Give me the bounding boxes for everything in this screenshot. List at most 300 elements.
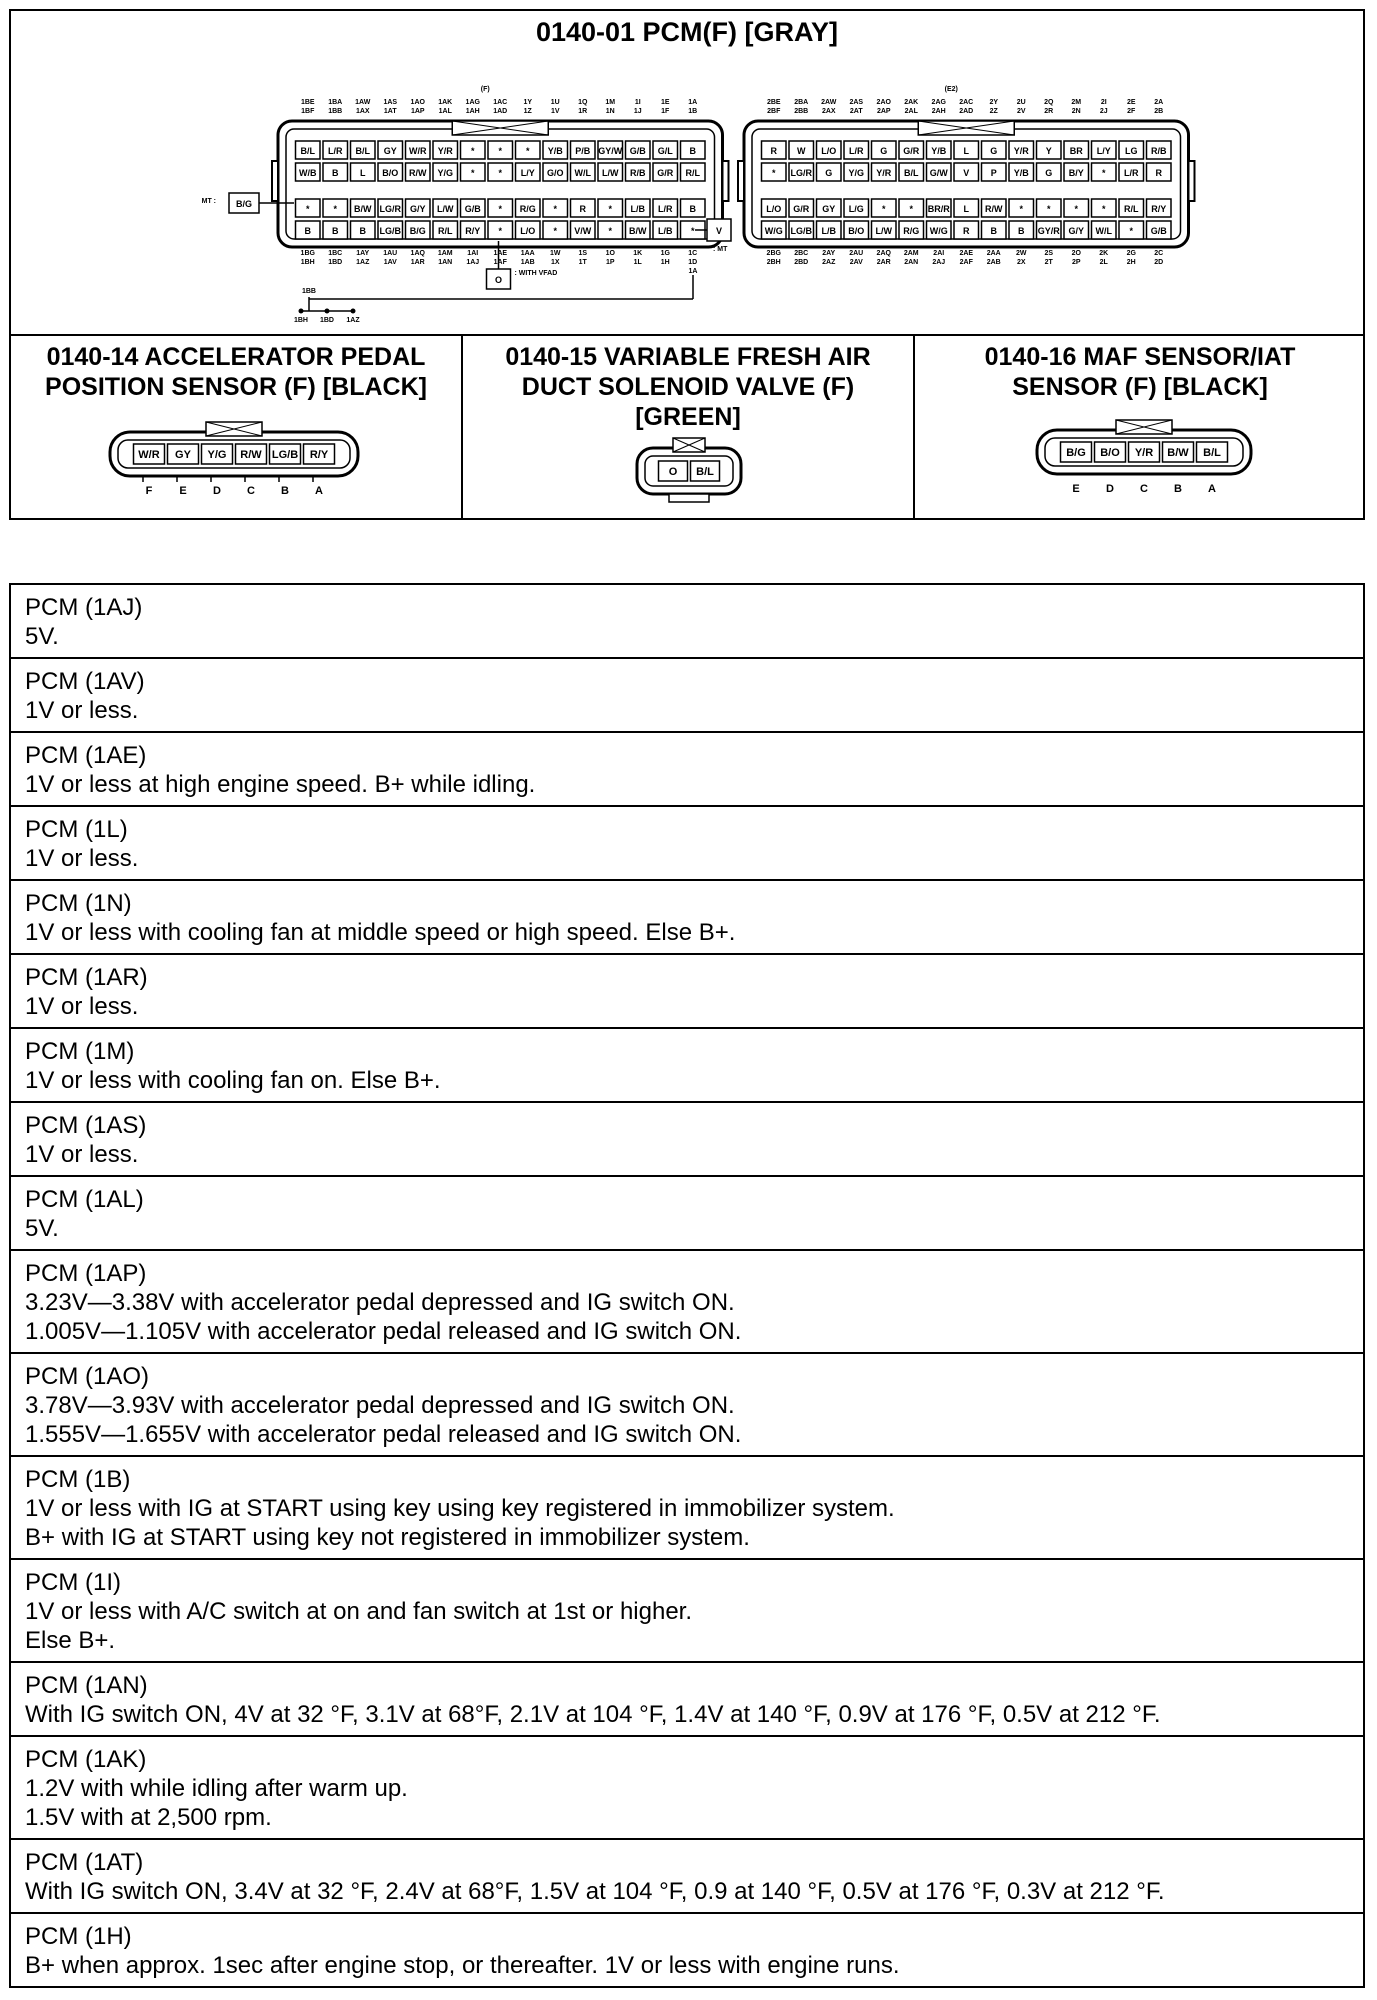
pin-number-label: 1G [660, 250, 670, 257]
pin-wire-color: L/R [849, 146, 864, 156]
pin-number-label: 2BE [766, 99, 781, 106]
pin-number-label: 2AA [986, 250, 1001, 257]
pin-wire-color: L/O [821, 146, 837, 156]
pin-number-label: 2C [1154, 250, 1164, 257]
pin-wire-color: B [689, 204, 696, 214]
pin-wire-color: G [880, 146, 888, 156]
pin-number-label: 2AC [959, 99, 974, 106]
pin-wire-color: B/Y [1068, 168, 1084, 178]
pin-number-label: 2AQ [876, 250, 891, 257]
pin-wire-color: GY [383, 146, 397, 156]
pin-wire-color: B/L [904, 168, 919, 178]
pin-wire-color: * [771, 168, 776, 178]
pin-number-label: 1BE [300, 99, 315, 106]
pin-wire-color: * [1101, 168, 1106, 178]
connector-side-tab [738, 161, 744, 201]
pin-wire-color: Y/R [876, 168, 892, 178]
title-line: 0140-15 VARIABLE FRESH AIR [505, 343, 871, 371]
sensor-pin-letter: E [179, 485, 187, 497]
pin-wire-color: R/B [630, 168, 646, 178]
pin-number-label: 2BA [794, 99, 809, 106]
pin-wire-color: B/L [355, 146, 370, 156]
pin-number-label: 1AU [383, 250, 398, 257]
v-wire-color: V [715, 226, 723, 236]
pin-number-label: 1BB [328, 108, 343, 115]
spec-text: B+ with IG at START using key not registered in immobilizer system. [25, 1524, 750, 1551]
spec-text: 1V or less with cooling fan on. Else B+. [25, 1067, 441, 1094]
vfad-valve-connector [463, 336, 913, 518]
pin-wire-color: L/O [520, 226, 536, 236]
pin-number-label: 2Q [1044, 99, 1054, 106]
spec-text: Else B+. [25, 1627, 116, 1654]
pin-number-label: 2AY [822, 250, 836, 257]
pin-wire-color: G/O [546, 168, 564, 178]
terminal-label: PCM (1AT) [25, 1849, 144, 1876]
block-mark-label: (E2) [944, 86, 958, 93]
vfad-pin-wire-color: B/L [696, 466, 714, 478]
terminal-label: PCM (1AN) [25, 1672, 148, 1699]
pin-number-label: 1AF [493, 259, 507, 266]
pin-wire-color: B [990, 226, 997, 236]
mt-label: MT : [201, 198, 216, 205]
spec-row [11, 1457, 1363, 1560]
pin-number-label: 2H [1126, 259, 1136, 266]
pin-wire-color: BR/R [927, 204, 950, 214]
spec-row [11, 955, 1363, 1029]
pin-number-label: 1AC [493, 99, 508, 106]
junction-dot [325, 309, 330, 314]
terminal-label: PCM (1AL) [25, 1186, 144, 1213]
spec-text: 1.005V—1.105V with accelerator pedal released and IG switch ON. [25, 1318, 742, 1345]
pin-wire-color: G/L [657, 146, 673, 156]
pin-wire-color: * [690, 226, 695, 236]
terminal-voltage-table [9, 583, 1365, 1988]
pin-number-label: 1N [605, 108, 615, 115]
pin-number-label: 2BD [794, 259, 809, 266]
pin-wire-color: R/L [1124, 204, 1139, 214]
pin-wire-color: B [359, 226, 366, 236]
connector-side-tab [1189, 161, 1195, 201]
vfad-bottom-tab [669, 494, 709, 502]
pin-wire-color: G/Y [1068, 226, 1085, 236]
pin-wire-color: L/B [658, 226, 673, 236]
pin-number-label: 2AT [849, 108, 863, 115]
spec-row [11, 1354, 1363, 1457]
sensor-pin-wire-color: B/O [1100, 447, 1120, 459]
pin-wire-color: LG [1125, 146, 1138, 156]
spec-row [11, 1177, 1363, 1251]
spec-text: 1.2V with while idling after warm up. [25, 1775, 408, 1802]
sensor-pin-wire-color: B/W [1167, 447, 1189, 459]
terminal-label: PCM (1AR) [25, 964, 148, 991]
pin-wire-color: L/R [1124, 168, 1139, 178]
pin-number-label: 2D [1154, 259, 1164, 266]
pin-number-label: 1BG [300, 250, 315, 257]
pin-number-label: 1AY [356, 250, 370, 257]
pin-wire-color: B/O [382, 168, 399, 178]
pin-number-label: 1O [605, 250, 615, 257]
sensor-pin-letter: E [1072, 483, 1080, 495]
pin-wire-color: B/L [300, 146, 315, 156]
pin-wire-color: Y/R [1013, 146, 1029, 156]
pin-wire-color: W/B [299, 168, 317, 178]
pin-number-label: 2AG [931, 99, 946, 106]
pin-number-label: 2AF [959, 259, 973, 266]
spec-text: 1V or less with IG at START using key using key registered in immobilizer system. [25, 1495, 895, 1522]
app-sensor-panel [11, 336, 463, 520]
pin-wire-color: W/G [929, 226, 948, 236]
pin-number-label: 1AQ [410, 250, 425, 257]
pin-wire-color: B [332, 226, 339, 236]
pin-number-label: 2AU [849, 250, 864, 257]
junction-pin-label: 1AZ [346, 317, 360, 324]
pin-number-label: 2AX [821, 108, 836, 115]
pin-number-label: 2AI [933, 250, 945, 257]
spec-row [11, 1663, 1363, 1737]
pin-number-label: 2AR [876, 259, 891, 266]
connector-side-tab [723, 161, 729, 201]
pin-number-label: 1AE [493, 250, 508, 257]
pin-wire-color: Y/B [1013, 168, 1029, 178]
pin-number-label: 1S [578, 250, 588, 257]
pin-number-label: 2AV [849, 259, 863, 266]
pin-wire-color: G/R [657, 168, 674, 178]
pin-wire-color: L/W [602, 168, 619, 178]
pin-number-label: 2AK [904, 99, 919, 106]
spec-row [11, 807, 1363, 881]
pin-number-label: 2G [1126, 250, 1136, 257]
pin-number-label: 1AW [355, 99, 371, 106]
pin-wire-color: LG/B [379, 226, 401, 236]
pin-number-label: 2AN [904, 259, 919, 266]
spec-text: With IG switch ON, 4V at 32 °F, 3.1V at 68°F, 2.1V at 104 °F, 1.4V at 140 °F, 0.9V at 176 °F, 0.5V at 212 °F. [25, 1701, 1161, 1728]
pin-wire-color: W/L [1095, 226, 1112, 236]
pin-number-label: 1AR [410, 259, 425, 266]
pin-wire-color: R/B [1151, 146, 1167, 156]
junction-pin-label: 1BD [319, 317, 335, 324]
pin-number-label: 2A [1154, 99, 1164, 106]
pin-number-label: 2BH [766, 259, 781, 266]
pin-number-label: 1B [688, 108, 698, 115]
pin-number-label: 2E [1126, 99, 1136, 106]
spec-text: 1V or less. [25, 1141, 139, 1168]
pin-number-label: 1AM [437, 250, 453, 257]
pin-wire-color: R [579, 204, 586, 214]
junction-label: 1BB [301, 288, 317, 295]
junction-pin-label: 1BH [293, 317, 309, 324]
pin-number-label: 2J [1099, 108, 1108, 115]
terminal-label: PCM (1AK) [25, 1746, 147, 1773]
terminal-label: PCM (1AE) [25, 742, 147, 769]
pin-number-label: 2Z [989, 108, 998, 115]
sensor-pin-wire-color: W/R [138, 449, 160, 461]
pin-number-label: 1BH [300, 259, 315, 266]
pin-number-label: 2Y [989, 99, 999, 106]
pin-wire-color: GY [822, 204, 836, 214]
pin-wire-color: R/L [685, 168, 700, 178]
pin-number-label: 1AK [438, 99, 453, 106]
pin-wire-color: * [608, 226, 613, 236]
pin-number-label: 2S [1044, 250, 1054, 257]
pin-wire-color: * [305, 204, 310, 214]
spec-text: B+ when approx. 1sec after engine stop, or thereafter. 1V or less with engine runs. [25, 1952, 900, 1979]
vfad-housing [637, 448, 741, 494]
pin-number-label: 1BA [328, 99, 343, 106]
spec-text: 1.555V—1.655V with accelerator pedal released and IG switch ON. [25, 1421, 742, 1448]
pin-number-label: 1AD [493, 108, 508, 115]
sensor-pin-wire-color: Y/G [207, 449, 227, 461]
pin-number-label: 1AS [383, 99, 398, 106]
pin-wire-color: G [990, 146, 998, 156]
block-mark-label: (F) [480, 86, 490, 93]
sensor-pin-letter: B [281, 485, 289, 497]
pin-number-label: 1AB [520, 259, 535, 266]
terminal-label: PCM (1AO) [25, 1363, 150, 1390]
pin-wire-color: Y/B [931, 146, 947, 156]
pin-wire-color: G/R [903, 146, 920, 156]
pin-number-label: 2AO [876, 99, 891, 106]
pin-number-label: 1AX [355, 108, 370, 115]
pin-number-label: 1BC [328, 250, 343, 257]
sensor-pin-letter: D [1106, 483, 1114, 495]
pin-wire-color: R/W [985, 204, 1003, 214]
pin-wire-color: GY/W [598, 146, 623, 156]
pin-wire-color: L/Y [520, 168, 535, 178]
pin-number-label: 1A [688, 99, 698, 106]
pin-number-label: 1AI [467, 250, 479, 257]
pin-number-label: 1P [605, 259, 615, 266]
connector-diagram [9, 9, 1365, 520]
pin-number-label: 1AH [465, 108, 480, 115]
sensor-pin-letter: F [145, 485, 153, 497]
pin-wire-color: * [1074, 204, 1079, 214]
pin-number-label: 1I [634, 99, 641, 106]
pin-wire-color: G/Y [409, 204, 426, 214]
pcm-connector-title: 0140-01 PCM(F) [GRAY] [535, 17, 839, 47]
pin-wire-color: * [1129, 226, 1134, 236]
spec-row [11, 659, 1363, 733]
pin-wire-color: L [963, 146, 969, 156]
spec-text: 1.5V with at 2,500 rpm. [25, 1804, 272, 1831]
pin-wire-color: * [525, 146, 530, 156]
pin-wire-color: GY/R [1037, 226, 1060, 236]
pcm-connector-drawing [11, 11, 1363, 334]
terminal-label: PCM (1AJ) [25, 594, 143, 621]
pin-number-label: 1BF [301, 108, 315, 115]
pin-number-label: 2F [1127, 108, 1136, 115]
spec-text: 1V or less with cooling fan at middle speed or high speed. Else B+. [25, 919, 736, 946]
spec-text: With IG switch ON, 3.4V at 32 °F, 2.4V at 68°F, 1.5V at 104 °F, 0.9 at 140 °F, 0.5V at 176 °F, 0.3V at 212 °F. [25, 1878, 1165, 1905]
pin-wire-color: P/B [575, 146, 591, 156]
pin-wire-color: R [963, 226, 970, 236]
pin-wire-color: G [1045, 168, 1053, 178]
pin-number-label: 2U [1016, 99, 1026, 106]
pin-wire-color: LG/B [790, 226, 812, 236]
pin-number-label: 2I [1100, 99, 1107, 106]
pin-number-label: 1AO [410, 99, 425, 106]
sensor-pin-letter: D [213, 485, 221, 497]
terminal-label: PCM (1AP) [25, 1260, 147, 1287]
pin-number-label: 2L [1099, 259, 1108, 266]
pin-number-label: 1M [605, 99, 616, 106]
terminal-label: PCM (1N) [25, 890, 132, 917]
pin-number-label: 1E [660, 99, 670, 106]
pin-number-label: 1F [661, 108, 670, 115]
pin-wire-color: L/W [437, 204, 454, 214]
sensor-pin-letter: B [1174, 483, 1182, 495]
pin-wire-color: L/Y [1096, 146, 1111, 156]
title-line: 0140-14 ACCELERATOR PEDAL [46, 343, 426, 371]
pin-wire-color: Y/G [848, 168, 865, 178]
spec-text: 1V or less with A/C switch at on and fan switch at 1st or higher. [25, 1598, 692, 1625]
sensor-pin-letter: A [1208, 483, 1216, 495]
pin-number-label: 2X [1016, 259, 1026, 266]
pin-number-label: 2AH [931, 108, 946, 115]
terminal-label: PCM (1H) [25, 1923, 132, 1950]
pin-wire-color: LG/R [790, 168, 812, 178]
pin-number-label: 1AG [465, 99, 480, 106]
pin-number-label: 2AJ [932, 259, 946, 266]
pin-wire-color: BR [1069, 146, 1083, 156]
pin-number-label: 2AL [904, 108, 918, 115]
terminal-label: PCM (1M) [25, 1038, 135, 1065]
pin-number-label: 2R [1044, 108, 1054, 115]
pin-wire-color: R/W [409, 168, 427, 178]
pin-number-label: 1R [578, 108, 588, 115]
pin-wire-color: L/B [630, 204, 645, 214]
sensor-pin-wire-color: R/W [240, 449, 262, 461]
pin-wire-color: B [1018, 226, 1025, 236]
app-sensor-connector [11, 336, 461, 518]
pin-number-label: 1AL [438, 108, 452, 115]
pin-number-label: 2AZ [822, 259, 836, 266]
pin-wire-color: LG/R [379, 204, 401, 214]
terminal-label: PCM (1I) [25, 1569, 121, 1596]
pin-wire-color: G [825, 168, 833, 178]
pin-number-label: 1AN [438, 259, 453, 266]
pin-wire-color: L [963, 204, 969, 214]
pin-wire-color: P [990, 168, 997, 178]
pin-number-label: 2W [1016, 250, 1027, 257]
pin-wire-color: R/L [438, 226, 453, 236]
pin-number-label: 1T [578, 259, 587, 266]
pin-wire-color: B/O [848, 226, 865, 236]
pin-wire-color: G/W [929, 168, 948, 178]
pin-number-label: 1AJ [466, 259, 480, 266]
pin-wire-color: * [498, 168, 503, 178]
sensor-pin-wire-color: Y/R [1134, 447, 1154, 459]
pin-wire-color: W/R [409, 146, 427, 156]
pin-wire-color: L/R [658, 204, 673, 214]
pin-wire-color: W [797, 146, 806, 156]
pin-wire-color: L [360, 168, 366, 178]
pin-number-label: 2V [1016, 108, 1026, 115]
pin-number-label: 1BD [328, 259, 343, 266]
pin-wire-color: V [963, 168, 970, 178]
pin-number-label: 1W [550, 250, 561, 257]
pin-wire-color: B/G [409, 226, 426, 236]
pin-number-label: 1Y [523, 99, 533, 106]
junction-dot [351, 309, 356, 314]
pin-number-label: 1X [550, 259, 560, 266]
spec-row [11, 1103, 1363, 1177]
pin-number-label: 1L [633, 259, 642, 266]
pin-wire-color: G/B [464, 204, 481, 214]
pin-wire-color: L/B [821, 226, 836, 236]
pin-wire-color: R/G [903, 226, 920, 236]
spec-row [11, 733, 1363, 807]
terminal-label: PCM (1L) [25, 816, 128, 843]
terminal-label: PCM (1AV) [25, 668, 145, 695]
spec-text: 1V or less. [25, 697, 139, 724]
spec-row [11, 881, 1363, 955]
spec-row [11, 1737, 1363, 1840]
pin-wire-color: R/G [519, 204, 536, 214]
spec-row [11, 1914, 1363, 1986]
pin-wire-color: L/W [875, 226, 892, 236]
pin-wire-color: Y/B [547, 146, 563, 156]
spec-row [11, 585, 1363, 659]
sensor-pin-wire-color: B/G [1066, 447, 1086, 459]
pin-number-label: 1H [660, 259, 670, 266]
pin-wire-color: B [689, 146, 696, 156]
pin-number-label: 1K [633, 250, 643, 257]
title-line: 0140-16 MAF SENSOR/IAT [984, 343, 1296, 371]
pin-wire-color: V/W [574, 226, 592, 236]
pin-number-label: 2AD [959, 108, 974, 115]
sensor-pin-wire-color: B/L [1203, 447, 1221, 459]
pin-wire-color: * [909, 204, 914, 214]
pin-wire-color: * [498, 146, 503, 156]
pin-number-label: 2M [1071, 99, 1082, 106]
spec-row [11, 1840, 1363, 1914]
vfad-valve-panel [463, 336, 915, 520]
pin-number-label: 2AW [821, 99, 837, 106]
title-line: [GREEN] [635, 403, 741, 431]
sensor-pin-wire-color: LG/B [271, 449, 299, 461]
pin-number-label: 2AS [849, 99, 864, 106]
vfad-pin-wire-color: O [668, 466, 678, 478]
pin-number-label: 1AZ [356, 259, 370, 266]
pin-wire-color: * [470, 146, 475, 156]
pin-number-label: 1C [688, 250, 698, 257]
spec-text: 1V or less. [25, 845, 139, 872]
pin-number-label: 1AT [383, 108, 397, 115]
title-line: SENSOR (F) [BLACK] [1012, 373, 1268, 401]
pin-number-label: 1J [633, 108, 642, 115]
pin-number-label: 2AP [876, 108, 891, 115]
pin-wire-color: L/R [328, 146, 343, 156]
pin-number-label: 1Z [523, 108, 532, 115]
pin-wire-color: * [553, 226, 558, 236]
sensor-pin-wire-color: GY [175, 449, 191, 461]
pin-wire-color: G/B [629, 146, 646, 156]
spec-text: 1V or less. [25, 993, 139, 1020]
pin-number-label: 1AV [383, 259, 397, 266]
pin-number-label: 2AE [959, 250, 974, 257]
pin-number-label: 1U [550, 99, 560, 106]
pin-wire-color: R [770, 146, 777, 156]
pcm-connector-panel [11, 11, 1363, 336]
title-line: POSITION SENSOR (F) [BLACK] [45, 373, 427, 401]
pin-number-label: 2BF [767, 108, 781, 115]
pin-number-label: 1V [550, 108, 560, 115]
pin-wire-color: B/W [629, 226, 647, 236]
terminal-label: PCM (1AS) [25, 1112, 147, 1139]
pin-number-label: 2N [1071, 108, 1081, 115]
pin-number-label: 1D [688, 259, 698, 266]
pin-number-label: 2AB [986, 259, 1001, 266]
